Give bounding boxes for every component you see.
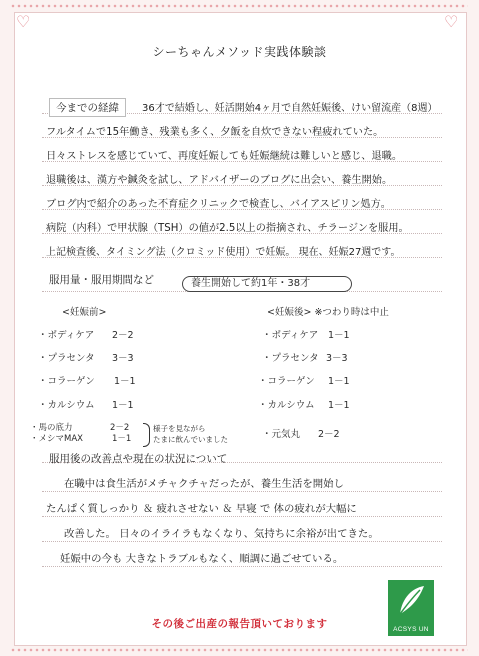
supplement-dose: 1－1 (114, 376, 136, 387)
supplement-name: ・プラセンタ (262, 353, 319, 364)
before-pregnancy-heading: <妊娠前> (62, 307, 107, 318)
history-line: 36才で結婚し、妊活開始4ヶ月で自然妊娠後、けい留流産（8週） (142, 103, 438, 114)
supplement-dose: 2－2 (110, 423, 130, 433)
supplement-name: ・コラーゲン (38, 376, 95, 387)
supplement-dose: 2－2 (112, 330, 134, 341)
history-line: 日々ストレスを感じていて、再度妊娠しても妊娠継続は難しいと感じ、退職。 (46, 151, 403, 162)
after-use-line: たんぱく質しっかり ＆ 疲れさせない ＆ 早寝 で 体の疲れが大幅に (46, 503, 357, 515)
history-line: 退職後は、漢方や鍼灸を試し、アドバイザーのブログに出会い、養生開始。 (46, 175, 393, 186)
supplement-name: ・プラセンタ (38, 353, 95, 364)
supplement-dose: 1－1 (328, 376, 350, 387)
history-label: 今までの経緯 (49, 98, 126, 117)
supplement-dose: 3－3 (112, 353, 134, 364)
footer-note: その後ご出産の報告頂いております (151, 618, 328, 630)
top-dot-border (10, 4, 468, 8)
supplement-dose: 1－1 (112, 434, 132, 444)
supplement-dose: 3－3 (326, 353, 348, 364)
supplement-name: ・ボディケア (262, 330, 319, 341)
after-use-line: 妊娠中の今も 大きなトラブルもなく、順調に過ごせている。 (60, 553, 344, 565)
page-title: シーちゃんメソッド実践体験談 (152, 45, 327, 59)
usage-period: 養生開始して約1年・38才 (182, 276, 352, 292)
leaf-icon (388, 580, 434, 620)
after-use-line: 改善した。 日々のイライラもなくなり、気持ちに余裕が出てきた。 (64, 528, 379, 540)
history-line: ブログ内で紹介のあった不育症クリニックで検査し、バイアスピリン処方。 (46, 199, 391, 210)
supplement-name: ・カルシウム (38, 400, 95, 411)
supplement-dose: 1－1 (328, 330, 350, 341)
after-pregnancy-heading: <妊娠後> ※つわり時は中止 (267, 307, 389, 318)
logo-text: ACSYS UN (393, 626, 429, 633)
bottom-dot-border (10, 648, 468, 652)
usage-label: 服用量・服用期間など (49, 274, 154, 286)
ruled-line (42, 566, 442, 567)
dosage-note: たまに飲んでいました (153, 435, 228, 444)
supplement-name: ・馬の底力 (30, 423, 73, 433)
brand-logo (388, 580, 434, 636)
after-use-line: 在職中は食生活がメチャクチャだったが、養生生活を開始し (64, 478, 344, 490)
history-line: 上記検査後、タイミング法（クロミッド使用）で妊娠。 現在、妊娠27週です。 (46, 247, 401, 258)
supplement-name: ・コラーゲン (258, 376, 315, 387)
supplement-dose: 1－1 (112, 400, 134, 411)
supplement-name: ・ボディケア (38, 330, 95, 341)
history-line: 病院（内科）で甲状腺（TSH）の値が2.5以上の指摘され、チラージンを服用。 (46, 223, 409, 234)
supplement-dose: 2－2 (318, 429, 340, 440)
ruled-line (42, 491, 442, 492)
supplement-name: ・カルシウム (258, 400, 315, 411)
brace-mark (143, 423, 150, 447)
history-line: フルタイムで15年働き、残業も多く、夕飯を自炊できない程疲れていた。 (46, 127, 384, 138)
supplement-name: ・元気丸 (262, 429, 301, 440)
ruled-line (42, 516, 442, 517)
supplement-dose: 1－1 (328, 400, 350, 411)
after-use-label: 服用後の改善点や現在の状況について (49, 453, 228, 465)
heart-icon: ♡ (16, 12, 31, 31)
ruled-line (42, 541, 442, 542)
dosage-note: 様子を見ながら (153, 424, 206, 433)
supplement-name: ・メシマMAX (30, 434, 83, 444)
heart-icon: ♡ (444, 12, 459, 31)
